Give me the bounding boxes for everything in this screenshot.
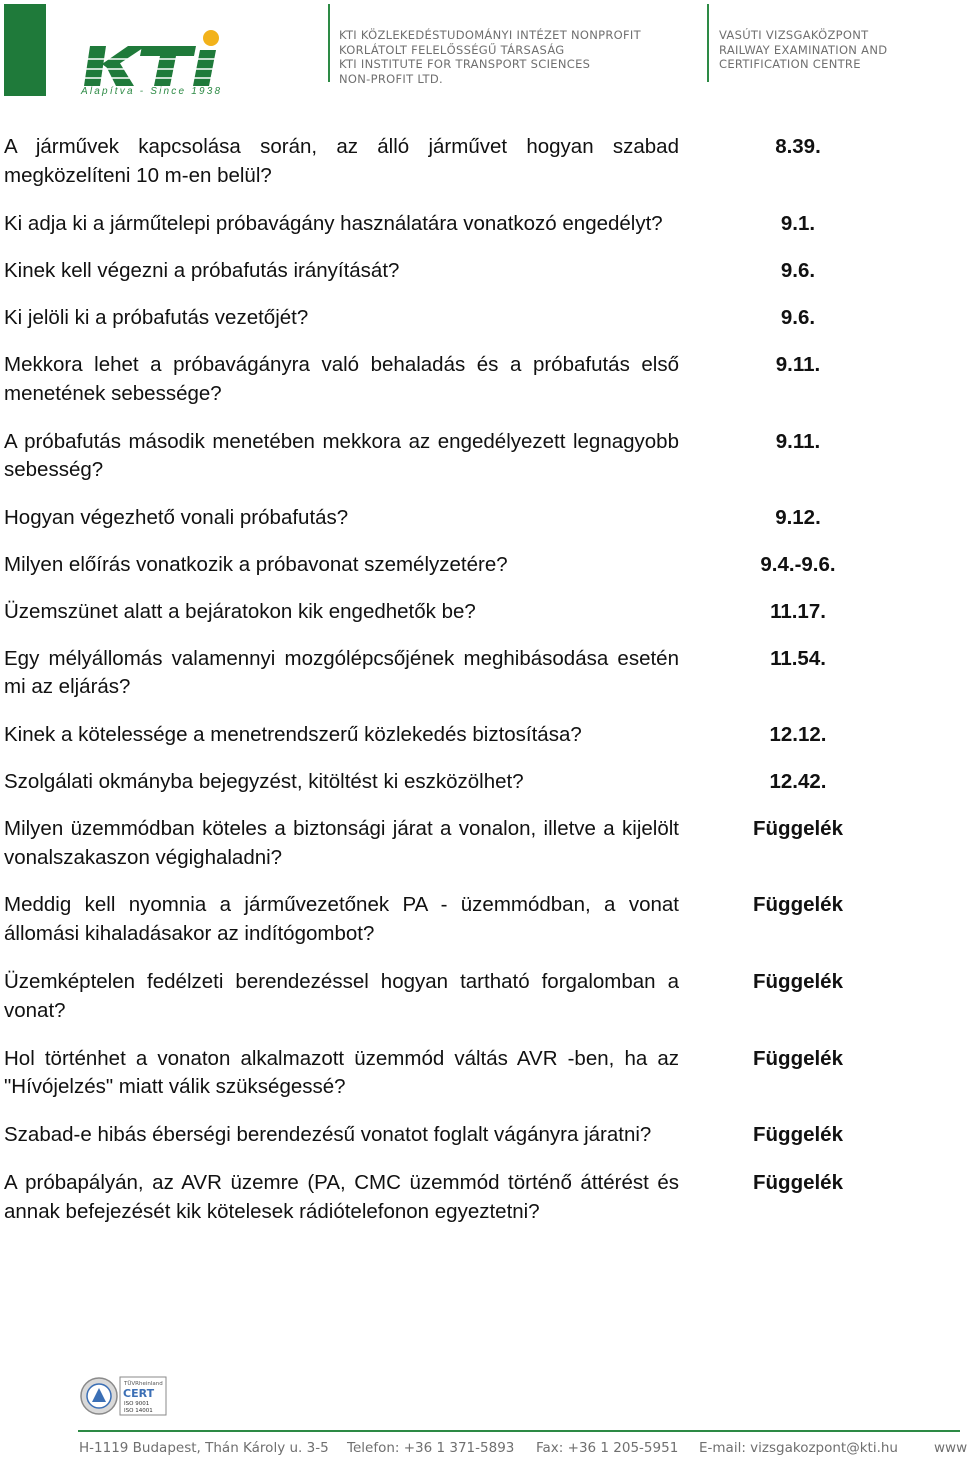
footer-fax: Fax: +36 1 205-5951 [536,1440,679,1456]
section-reference: Függelék [753,1123,843,1147]
cert-standard: ISO 14001 [124,1408,153,1414]
question-text: Milyen üzemmódban köteles a biztonsági járat a vonalon, illetve a kijelölt vonalszakaszon végighaladni? [4,816,679,869]
section-reference: 9.11. [775,429,821,453]
header-divider [328,4,330,82]
section-reference: Függelék [753,816,843,840]
question-text: Kinek a kötelessége a menetrendszerű közlekedés biztosítása? [4,723,582,747]
section-reference: 9.12. [775,506,821,530]
centre-name [719,28,887,72]
section-reference: 8.39. [775,135,821,158]
question-text: Ki adja ki a járműtelepi próbavágány használatára vonatkozó engedélyt? [4,211,663,235]
question-row [4,721,944,750]
page-footer [0,1440,967,1460]
section-reference: Függelék [753,1046,843,1070]
section-reference: Függelék [753,893,843,917]
question-row [4,815,944,873]
question-text: Hogyan végezhető vonali próbafutás? [4,506,349,530]
institute-name [339,28,641,86]
question-row [4,304,944,333]
question-text: Szabad-e hibás éberségi berendezésű vonatot foglalt vágányra járatni? [4,1123,652,1147]
question-row [4,968,944,1026]
header-divider [707,4,709,82]
question-text: Szolgálati okmányba bejegyzést, kitöltést ki eszközölhet? [4,769,524,793]
question-row [4,428,944,486]
question-text: Egy mélyállomás valamennyi mozgólépcsőjének meghibásodása esetén mi az eljárás? [4,646,679,699]
section-reference: 9.6. [780,306,816,330]
section-reference: 12.42. [769,769,827,793]
question-text: Mekkora lehet a próbavágányra való behaladás és a próbafutás első menetének sebessége? [4,352,679,405]
section-reference: 12.12. [769,723,827,747]
institute-line: NON-PROFIT LTD. [339,71,443,86]
footer-web[interactable]: www [934,1440,967,1456]
section-reference: 9.11. [775,352,821,376]
institute-line: KTI INSTITUTE FOR TRANSPORT SCIENCES [339,57,591,71]
institute-line: KTI KÖZLEKEDÉSTUDOMÁNYI INTÉZET NONPROFIT [339,28,641,42]
footer-phone: Telefon: +36 1 371-5893 [347,1440,515,1456]
question-row [4,598,944,627]
question-row [4,891,944,949]
question-text: Üzemszünet alatt a bejáratokon kik engedhetők be? [4,599,476,623]
centre-line: CERTIFICATION CENTRE [719,57,861,71]
cert-standard: ISO 9001 [124,1401,150,1407]
question-text: Meddig kell nyomnia a járművezetőnek PA - üzemmódban, a vonat állomási kihaladásakor az indítógombot? [4,893,679,946]
question-row [4,133,944,191]
centre-line: RAILWAY EXAMINATION AND [719,42,888,57]
question-text: Kinek kell végezni a próbafutás irányítását? [4,259,400,283]
question-row [4,1121,944,1150]
question-row [4,351,944,409]
tuv-cert-logo [80,1375,168,1417]
question-row [4,504,944,533]
question-text: A járművek kapcsolása során, az álló járművet hogyan szabad megközelíteni 10 m-en belül? [4,135,679,187]
question-text: A próbapályán, az AVR üzemre (PA, CMC üzemmód történő áttérést és annak befejezését kik kötelesek rádiótelefonon egyeztetni? [4,1170,679,1223]
cert-issuer: TÜVRheinland [124,1381,163,1387]
institute-line: KORLÁTOLT FELELŐSSÉGŰ TÁRSASÁG [339,42,565,57]
section-reference: 9.6. [780,259,816,283]
question-row [4,645,944,703]
section-reference: Függelék [753,1170,843,1194]
question-row [4,768,944,797]
footer-address: H-1119 Budapest, Thán Károly u. 3-5 [79,1440,329,1456]
question-text: Hol történhet a vonaton alkalmazott üzemmód váltás AVR -ben, ha az "Hívójelzés" miatt válik szükségessé? [4,1046,679,1099]
centre-line: VASÚTI VIZSGAKÖZPONT [719,28,869,42]
question-text: Milyen előírás vonatkozik a próbavonat személyzetére? [4,552,508,576]
cert-label: CERT [123,1387,155,1400]
section-reference: 9.4.-9.6. [760,552,836,576]
brand-color-bar [4,4,46,96]
question-text: Ki jelöli ki a próbafutás vezetőjét? [4,306,309,330]
question-row [4,1169,944,1227]
footer-divider [78,1430,960,1432]
question-text: A próbafutás második menetében mekkora az engedélyezett legnagyobb sebesség? [4,429,679,482]
page-header [0,0,960,110]
section-reference: 11.17. [770,599,826,623]
footer-email[interactable]: E-mail: vizsgakozpont@kti.hu [699,1440,898,1456]
question-row [4,257,944,286]
question-row [4,1045,944,1103]
section-reference: Függelék [753,969,843,993]
question-row [4,551,944,580]
question-row [4,210,944,239]
section-reference: 11.54. [770,646,826,670]
question-list [4,133,944,1227]
logo-tagline: Alapítva - Since 1938 [81,86,223,97]
section-reference: 9.1. [780,211,816,235]
question-text: Üzemképtelen fedélzeti berendezéssel hogyan tartható forgalomban a vonat? [4,969,679,1022]
